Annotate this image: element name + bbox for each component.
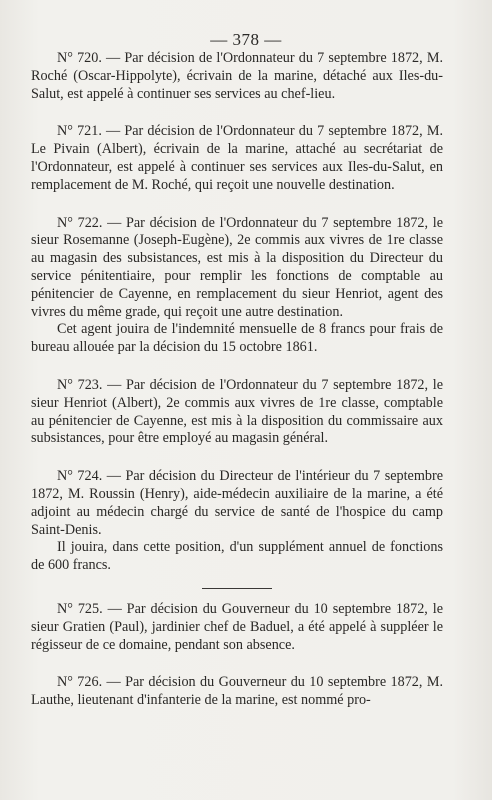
entry-721 bbox=[31, 123, 443, 194]
entry-paragraph: Il jouira, dans cette position, d'un supplément annuel de fonctions de 600 francs. bbox=[31, 539, 443, 574]
section-divider bbox=[202, 588, 272, 589]
entry-paragraph: N° 721. — Par décision de l'Ordonnateur du 7 septembre 1872, M. Le Pivain (Albert), écrivain de la marine, attaché au secrétariat de l'Ordonnateur, est appelé à continuer ses services aux Iles-du-Salut, en remplacement de M. Roché, qui reçoit une nouvelle destination. bbox=[31, 123, 443, 193]
entry-720 bbox=[31, 50, 443, 103]
entry-725 bbox=[31, 601, 443, 654]
page-number: — 378 — bbox=[210, 30, 282, 49]
entry-paragraph: N° 722. — Par décision de l'Ordonnateur du 7 septembre 1872, le sieur Rosemanne (Joseph-Eugène), 2e commis aux vivres de 1re classe au magasin des subsistances, est mis à la disposition du Directeur du service pénitentiaire, pour remplir les fonctions de comptable au pénitencier de Cayenne, en remplacement du sieur Henriot, agent des vivres du même grade, qui reçoit une autre destination. bbox=[31, 214, 443, 320]
entry-paragraph: N° 720. — Par décision de l'Ordonnateur du 7 septembre 1872, M. Roché (Oscar-Hippolyte), écrivain de la marine, détaché aux Iles-du-Salut, est appelé à continuer ses services au chef-lieu. bbox=[31, 50, 443, 102]
entry-724 bbox=[31, 468, 443, 575]
entry-722 bbox=[31, 215, 443, 357]
entry-paragraph: N° 723. — Par décision de l'Ordonnateur du 7 septembre 1872, le sieur Henriot (Albert), 2e commis aux vivres de 1re classe, comptable au pénitencier de Cayenne, est mis à la disposition du commissaire aux subsistances, pour être employé au magasin général. bbox=[31, 376, 443, 447]
entry-paragraph: Cet agent jouira de l'indemnité mensuelle de 8 francs pour frais de bureau allouée par la décision du 15 octobre 1861. bbox=[31, 321, 443, 356]
page-body bbox=[31, 50, 443, 710]
entry-723 bbox=[31, 377, 443, 448]
entry-paragraph: N° 724. — Par décision du Directeur de l'intérieur du 7 septembre 1872, M. Roussin (Henry), aide-médecin auxiliaire de la marine, a été adjoint au médecin chargé du service de santé de l'hospice du camp Saint-Denis. bbox=[31, 468, 443, 538]
entry-726 bbox=[31, 674, 443, 710]
entry-paragraph: N° 726. — Par décision du Gouverneur du 10 septembre 1872, M. Lauthe, lieutenant d'infanterie de la marine, est nommé pro- bbox=[31, 674, 443, 709]
entry-paragraph: N° 725. — Par décision du Gouverneur du 10 septembre 1872, le sieur Gratien (Paul), jardinier chef de Baduel, a été appelé à suppléer le régisseur de ce domaine, pendant son absence. bbox=[31, 600, 443, 653]
